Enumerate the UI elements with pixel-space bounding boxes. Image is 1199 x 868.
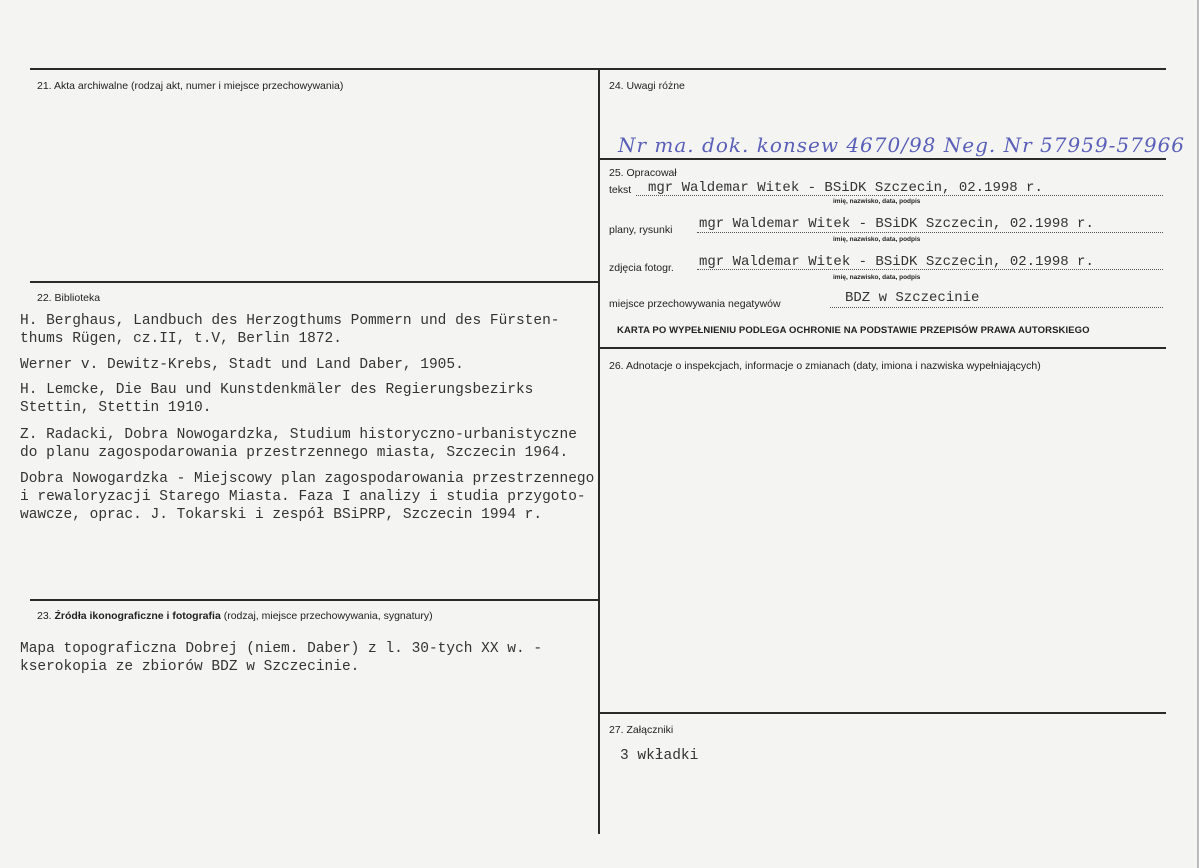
zdjecia-label: zdjęcia fotogr. bbox=[609, 262, 674, 274]
plany-caption: imię, nazwisko, data, podpis bbox=[833, 236, 921, 243]
bibliography-line: H. Lemcke, Die Bau und Kunstdenkmäler des Regierungsbezirks bbox=[20, 382, 534, 398]
rule-26-27 bbox=[600, 712, 1166, 714]
bibliography-line: Z. Radacki, Dobra Nowogardzka, Studium historyczno-urbanistyczne bbox=[20, 427, 577, 443]
tekst-label: tekst bbox=[609, 184, 632, 196]
bibliography-line: Werner v. Dewitz-Krebs, Stadt und Land Daber, 1905. bbox=[20, 357, 464, 373]
bibliography-line: Dobra Nowogardzka - Miejscowy plan zagospodarowania przestrzennego bbox=[20, 471, 595, 487]
zdjecia-value: mgr Waldemar Witek - BSiDK Szczecin, 02.1998 r. bbox=[699, 254, 1094, 270]
bibliography-line: H. Berghaus, Landbuch des Herzogthums Pommern und des Fürsten- bbox=[20, 313, 560, 329]
miejsce-dotline bbox=[830, 307, 1163, 308]
handwritten-note: Nr ma. dok. konsew 4670/98 Neg. Nr 57959-57966 bbox=[618, 133, 1186, 157]
bibliography-line: i rewaloryzacji Starego Miasta. Faza I analizy i studia przygoto- bbox=[20, 489, 586, 505]
tekst-caption: imię, nazwisko, data, podpis bbox=[833, 198, 921, 205]
bibliography-line: Stettin, Stettin 1910. bbox=[20, 400, 212, 416]
rule-21-22 bbox=[30, 281, 598, 283]
zdjecia-caption: imię, nazwisko, data, podpis bbox=[833, 274, 921, 281]
attachments-value: 3 wkładki bbox=[620, 748, 699, 764]
section-26-label: 26. Adnotacje o inspekcjach, informacje o zmianach (daty, imiona i nazwiska wypełniających) bbox=[609, 360, 1041, 372]
bibliography-line: do planu zagospodarowania przestrzennego miasta, Szczecin 1964. bbox=[20, 445, 569, 461]
section-23-label: 23. Źródła ikonograficzne i fotografia (rodzaj, miejsce przechowywania, sygnatury) bbox=[37, 610, 433, 622]
section-22-label: 22. Biblioteka bbox=[37, 292, 101, 304]
center-divider bbox=[598, 68, 600, 834]
bibliography-line: wawcze, oprac. J. Tokarski i zespół BSiPRP, Szczecin 1994 r. bbox=[20, 507, 543, 523]
miejsce-label: miejsce przechowywania negatywów bbox=[609, 298, 781, 310]
rule-24-25 bbox=[600, 158, 1166, 160]
iconography-line: Mapa topograficzna Dobrej (niem. Daber) z l. 30-tych XX w. - bbox=[20, 641, 543, 657]
section-21-label: 21. Akta archiwalne (rodzaj akt, numer i miejsce przechowywania) bbox=[37, 80, 344, 92]
rule-25-26 bbox=[600, 347, 1166, 349]
section-27-label: 27. Załączniki bbox=[609, 724, 674, 736]
bibliography-line: thums Rügen, cz.II, t.V, Berlin 1872. bbox=[20, 331, 342, 347]
section-24-label: 24. Uwagi różne bbox=[609, 80, 685, 92]
iconography-line: kserokopia ze zbiorów BDZ w Szczecinie. bbox=[20, 659, 360, 675]
rule-22-23 bbox=[30, 599, 598, 601]
copyright-notice: KARTA PO WYPEŁNIENIU PODLEGA OCHRONIE NA PODSTAWIE PRZEPISÓW PRAWA AUTORSKIEGO bbox=[617, 325, 1090, 336]
plany-label: plany, rysunki bbox=[609, 224, 673, 236]
miejsce-value: BDZ w Szczecinie bbox=[845, 290, 980, 306]
plany-dotline bbox=[697, 232, 1163, 233]
tekst-value: mgr Waldemar Witek - BSiDK Szczecin, 02.1998 r. bbox=[648, 180, 1043, 196]
tekst-dotline bbox=[636, 195, 1163, 196]
zdjecia-dotline bbox=[697, 269, 1163, 270]
section-25-label: 25. Opracował bbox=[609, 167, 677, 179]
plany-value: mgr Waldemar Witek - BSiDK Szczecin, 02.1998 r. bbox=[699, 216, 1094, 232]
